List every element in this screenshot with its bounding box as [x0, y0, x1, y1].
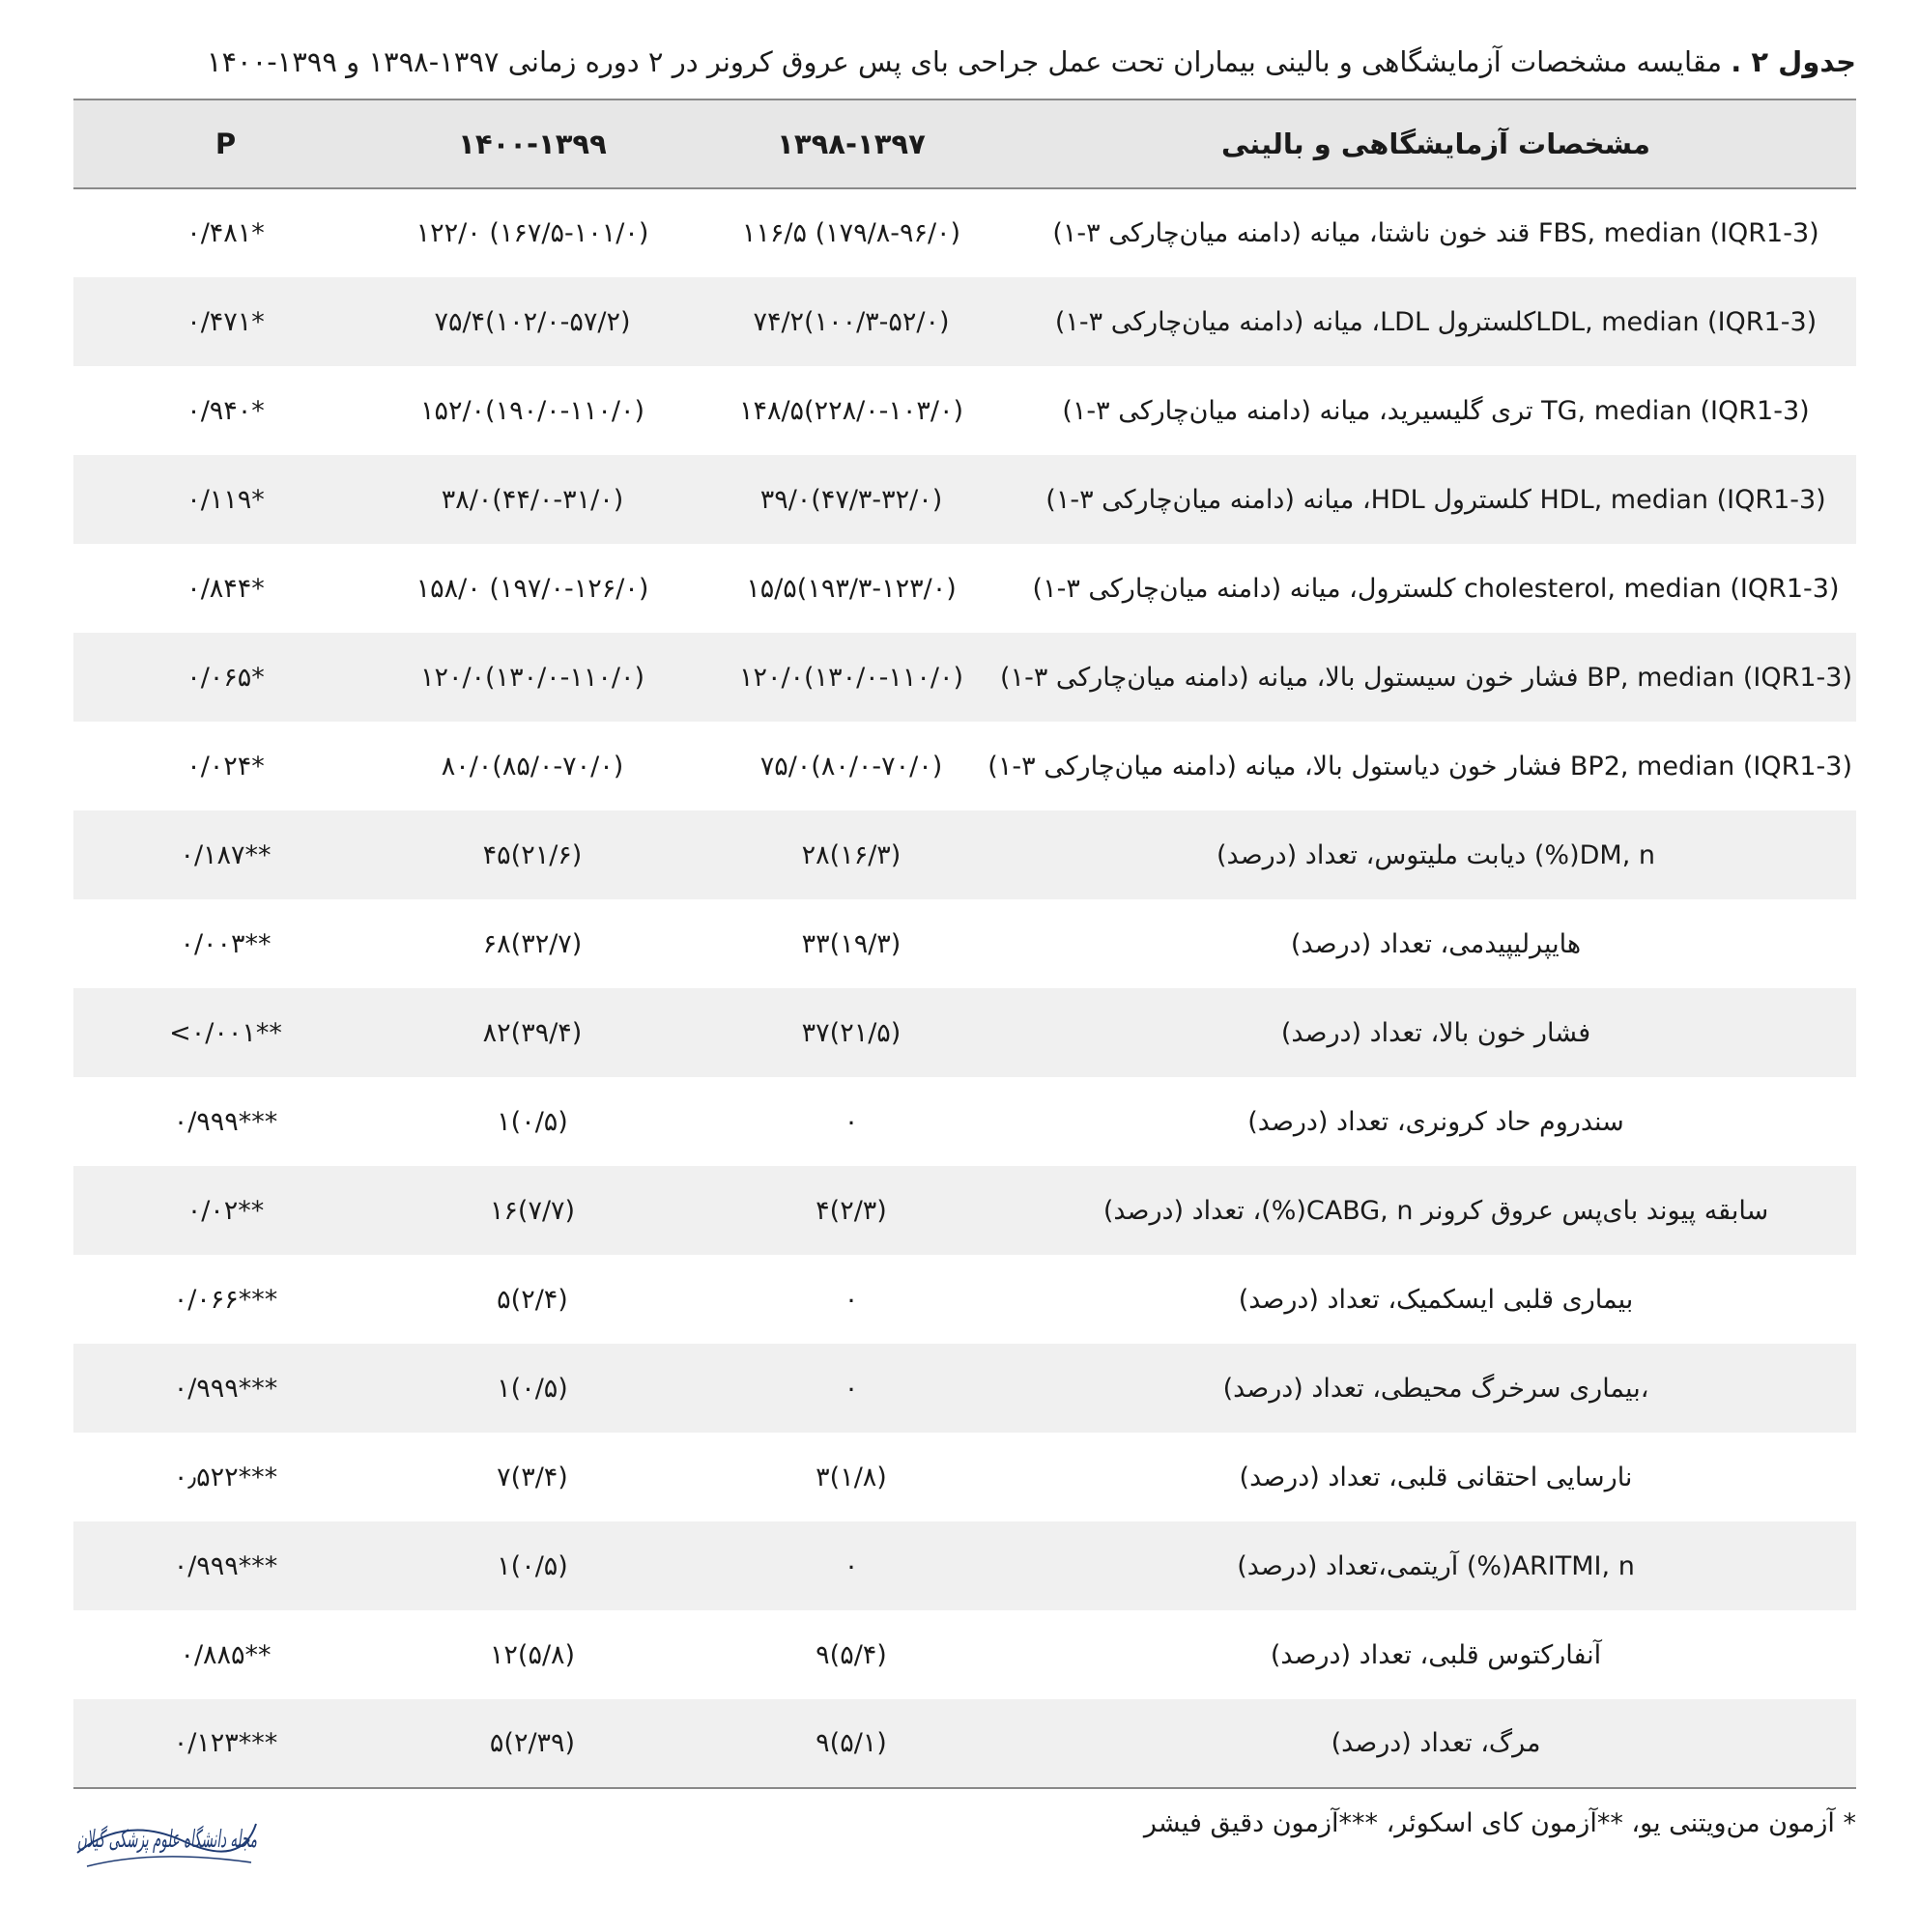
- cell-p-value: ۰/۰۶۶***: [173, 1284, 278, 1315]
- table-row: [73, 1344, 1856, 1433]
- cell-p-value: ۰/۱۲۳***: [73, 1699, 378, 1788]
- cell-feature: آنفارکتوس قلبی، تعداد (درصد): [1270, 1639, 1602, 1670]
- table-row: [73, 899, 1856, 988]
- cell-period-1: ۲۸(۱۶/۳): [801, 839, 902, 870]
- cell-period-1: ۳۷(۲۱/۵): [801, 1017, 902, 1048]
- cell-period-2: ۸۰/۰(۸۵/۰-۷۰/۰): [441, 751, 624, 781]
- table-row: [73, 366, 1856, 455]
- table-row: [73, 1699, 1856, 1788]
- footnote: * آزمون من‌ویتنی یو، **آزمون کای اسکوئر، ***آزمون دقیق فیشر: [1143, 1808, 1856, 1838]
- cell-period-2: ۵(۲/۳۹): [378, 1699, 687, 1788]
- cell-period-1: ۹(۵/۴): [816, 1639, 887, 1670]
- cell-p-value: ۰/۰۶۵*: [186, 662, 265, 693]
- cell-p-value: <۰/۰۰۱**: [169, 1017, 282, 1048]
- table-row: [73, 722, 1856, 810]
- table-caption: [73, 37, 1856, 87]
- cell-feature: BP, median (IQR1-3) فشار خون سیستول بالا، میانه (دامنه میان‌چارکی ۳-۱): [1000, 662, 1852, 693]
- header-period-2: ۱۴۰۰-۱۳۹۹: [378, 99, 687, 188]
- cell-p-value: ۰/۹۹۹***: [173, 1106, 278, 1137]
- cell-period-2: ۱(۰/۵): [497, 1373, 568, 1404]
- cell-period-1: ۱۵/۵(۱۹۳/۳-۱۲۳/۰): [746, 573, 957, 604]
- cell-period-2: ۶۸(۳۲/۷): [482, 928, 583, 959]
- cell-period-1: ۴(۲/۳): [816, 1195, 887, 1226]
- table-row: [73, 455, 1856, 544]
- cell-period-1: ۷۵/۰(۸۰/۰-۷۰/۰): [759, 751, 943, 781]
- logo-text: مجله دانشگاه علوم پزشکی گیلان: [77, 1825, 412, 1853]
- cell-period-2: ۵(۲/۴): [497, 1284, 568, 1315]
- cell-feature: HDL, median (IQR1-3) کلسترول HDL، میانه (دامنه میان‌چارکی ۳-۱): [1045, 484, 1826, 515]
- cell-feature: cholesterol, median (IQR1-3) کلسترول، میانه (دامنه میان‌چارکی ۳-۱): [1032, 573, 1840, 604]
- cell-period-2: ۱(۰/۵): [497, 1550, 568, 1581]
- caption-text: مقایسه مشخصات آزمایشگاهی و بالینی بیماران تحت عمل جراحی بای پس عروق کرونر در ۲ دوره زمانی ۱۳۹۷-۱۳۹۸ و ۱۳۹۹-۱۴۰۰: [206, 45, 1723, 78]
- table-row: [73, 1433, 1856, 1521]
- cell-period-2: ۱۵۸/۰ (۱۹۷/۰-۱۲۶/۰): [415, 573, 649, 604]
- cell-period-1: ۳۹/۰(۴۷/۳-۳۲/۰): [759, 484, 943, 515]
- cell-feature: هایپرلیپیدمی، تعداد (درصد): [1290, 928, 1582, 959]
- cell-period-2: ۷(۳/۴): [497, 1462, 568, 1492]
- cell-period-2: ۱(۰/۵): [497, 1106, 568, 1137]
- cell-p-value: ۰/۸۴۴*: [186, 573, 265, 604]
- cell-period-1: ۰: [844, 1106, 859, 1137]
- cell-feature: سندروم حاد کرونری، تعداد (درصد): [1247, 1106, 1624, 1137]
- cell-period-1: ۱۱۶/۵ (۱۷۹/۸-۹۶/۰): [741, 218, 961, 248]
- cell-p-value: ۰/۴۸۱*: [186, 218, 265, 248]
- table-row: [73, 1166, 1856, 1255]
- cell-period-2: ۱۲۰/۰(۱۳۰/۰-۱۱۰/۰): [419, 662, 645, 693]
- header-p-value: P: [73, 99, 378, 188]
- cell-p-value: ۰/۱۱۹*: [186, 484, 265, 515]
- table-row: [73, 810, 1856, 899]
- cell-p-value: ۰/۸۸۵**: [180, 1639, 272, 1670]
- cell-p-value: ۰/۰۲۴*: [186, 751, 265, 781]
- cell-p-value: ۰/۹۹۹***: [173, 1373, 278, 1404]
- cell-period-2: ۱۲۲/۰ (۱۶۷/۵-۱۰۱/۰): [415, 218, 649, 248]
- cell-period-1: ۷۴/۲(۱۰۰/۳-۵۲/۰): [753, 306, 950, 337]
- cell-period-1: ۱۴۸/۵(۲۲۸/۰-۱۰۳/۰): [738, 395, 964, 426]
- table-row: [73, 633, 1856, 722]
- cell-feature: ARITMI, n(%) آریتمی،تعداد (درصد): [1237, 1550, 1635, 1581]
- table-row: [73, 988, 1856, 1077]
- cell-feature: DM, n(%) دیابت ملیتوس، تعداد (درصد): [1216, 839, 1655, 870]
- cell-p-value: ۰/۹۹۹***: [173, 1550, 278, 1581]
- cell-p-value: ۰/۱۸۷**: [180, 839, 272, 870]
- cell-period-2: ۷۵/۴(۱۰۲/۰-۵۷/۲): [434, 306, 631, 337]
- caption-label: جدول ۲ .: [1731, 45, 1856, 78]
- table-row: [73, 188, 1856, 277]
- cell-period-2: ۱۶(۷/۷): [489, 1195, 576, 1226]
- cell-p-value: ۰٫۵۲۲***: [173, 1462, 278, 1492]
- cell-p-value: ۰/۰۰۳**: [180, 928, 272, 959]
- cell-period-1: ۳(۱/۸): [816, 1462, 887, 1492]
- cell-period-2: ۸۲(۳۹/۴): [482, 1017, 583, 1048]
- cell-period-1: ۱۲۰/۰(۱۳۰/۰-۱۱۰/۰): [738, 662, 964, 693]
- cell-feature: نارسایی احتقانی قلبی، تعداد (درصد): [1239, 1462, 1633, 1492]
- cell-p-value: ۰/۹۴۰*: [186, 395, 265, 426]
- table-row: [73, 1077, 1856, 1166]
- cell-period-1: ۰: [844, 1373, 859, 1404]
- cell-p-value: ۰/۰۲**: [186, 1195, 265, 1226]
- cell-period-2: ۱۵۲/۰(۱۹۰/۰-۱۱۰/۰): [419, 395, 645, 426]
- cell-feature: فشار خون بالا، تعداد (درصد): [1280, 1017, 1591, 1048]
- table-header-row: [73, 99, 1856, 188]
- cell-period-1: ۰: [844, 1284, 859, 1315]
- cell-period-1: ۳۳(۱۹/۳): [801, 928, 902, 959]
- cell-period-1: ۰: [844, 1550, 859, 1581]
- comparison-table: [73, 99, 1856, 1789]
- cell-feature: بیماری قلبی ایسکمیک، تعداد (درصد): [1238, 1284, 1634, 1315]
- cell-feature: LDL, median (IQR1-3)کلسترول LDL، میانه (دامنه میان‌چارکی ۳-۱): [1054, 306, 1818, 337]
- cell-period-2: ۳۸/۰(۴۴/۰-۳۱/۰): [441, 484, 624, 515]
- cell-feature: FBS, median (IQR1-3) قند خون ناشتا، میانه (دامنه میان‌چارکی ۳-۱): [1052, 218, 1819, 248]
- cell-feature: سابقه پیوند بای‌پس عروق کرونر CABG, n(%)، تعداد (درصد): [1102, 1195, 1769, 1226]
- cell-feature: BP2, median (IQR1-3) فشار خون دیاستول بالا، میانه (دامنه میان‌چارکی ۳-۱): [988, 751, 1852, 781]
- header-period-1: ۱۳۹۸-۱۳۹۷: [687, 99, 1016, 188]
- cell-period-1: ۹(۵/۱): [687, 1699, 1016, 1788]
- cell-feature: TG, median (IQR1-3) تری گلیسیرید، میانه (دامنه میان‌چارکی ۳-۱): [1062, 395, 1810, 426]
- table-row: [73, 1610, 1856, 1699]
- cell-feature: مرگ، تعداد (درصد): [1016, 1699, 1856, 1788]
- cell-p-value: ۰/۴۷۱*: [186, 306, 265, 337]
- cell-period-2: ۴۵(۲۱/۶): [482, 839, 583, 870]
- journal-logo: [68, 1795, 412, 1884]
- cell-feature: ،بیماری سرخرگ محیطی، تعداد (درصد): [1222, 1373, 1649, 1404]
- table-row: [73, 277, 1856, 366]
- table-row: [73, 544, 1856, 633]
- table-row: [73, 1521, 1856, 1610]
- header-feature: مشخصات آزمایشگاهی و بالینی: [1016, 99, 1856, 188]
- table-row: [73, 1255, 1856, 1344]
- cell-period-2: ۱۲(۵/۸): [489, 1639, 576, 1670]
